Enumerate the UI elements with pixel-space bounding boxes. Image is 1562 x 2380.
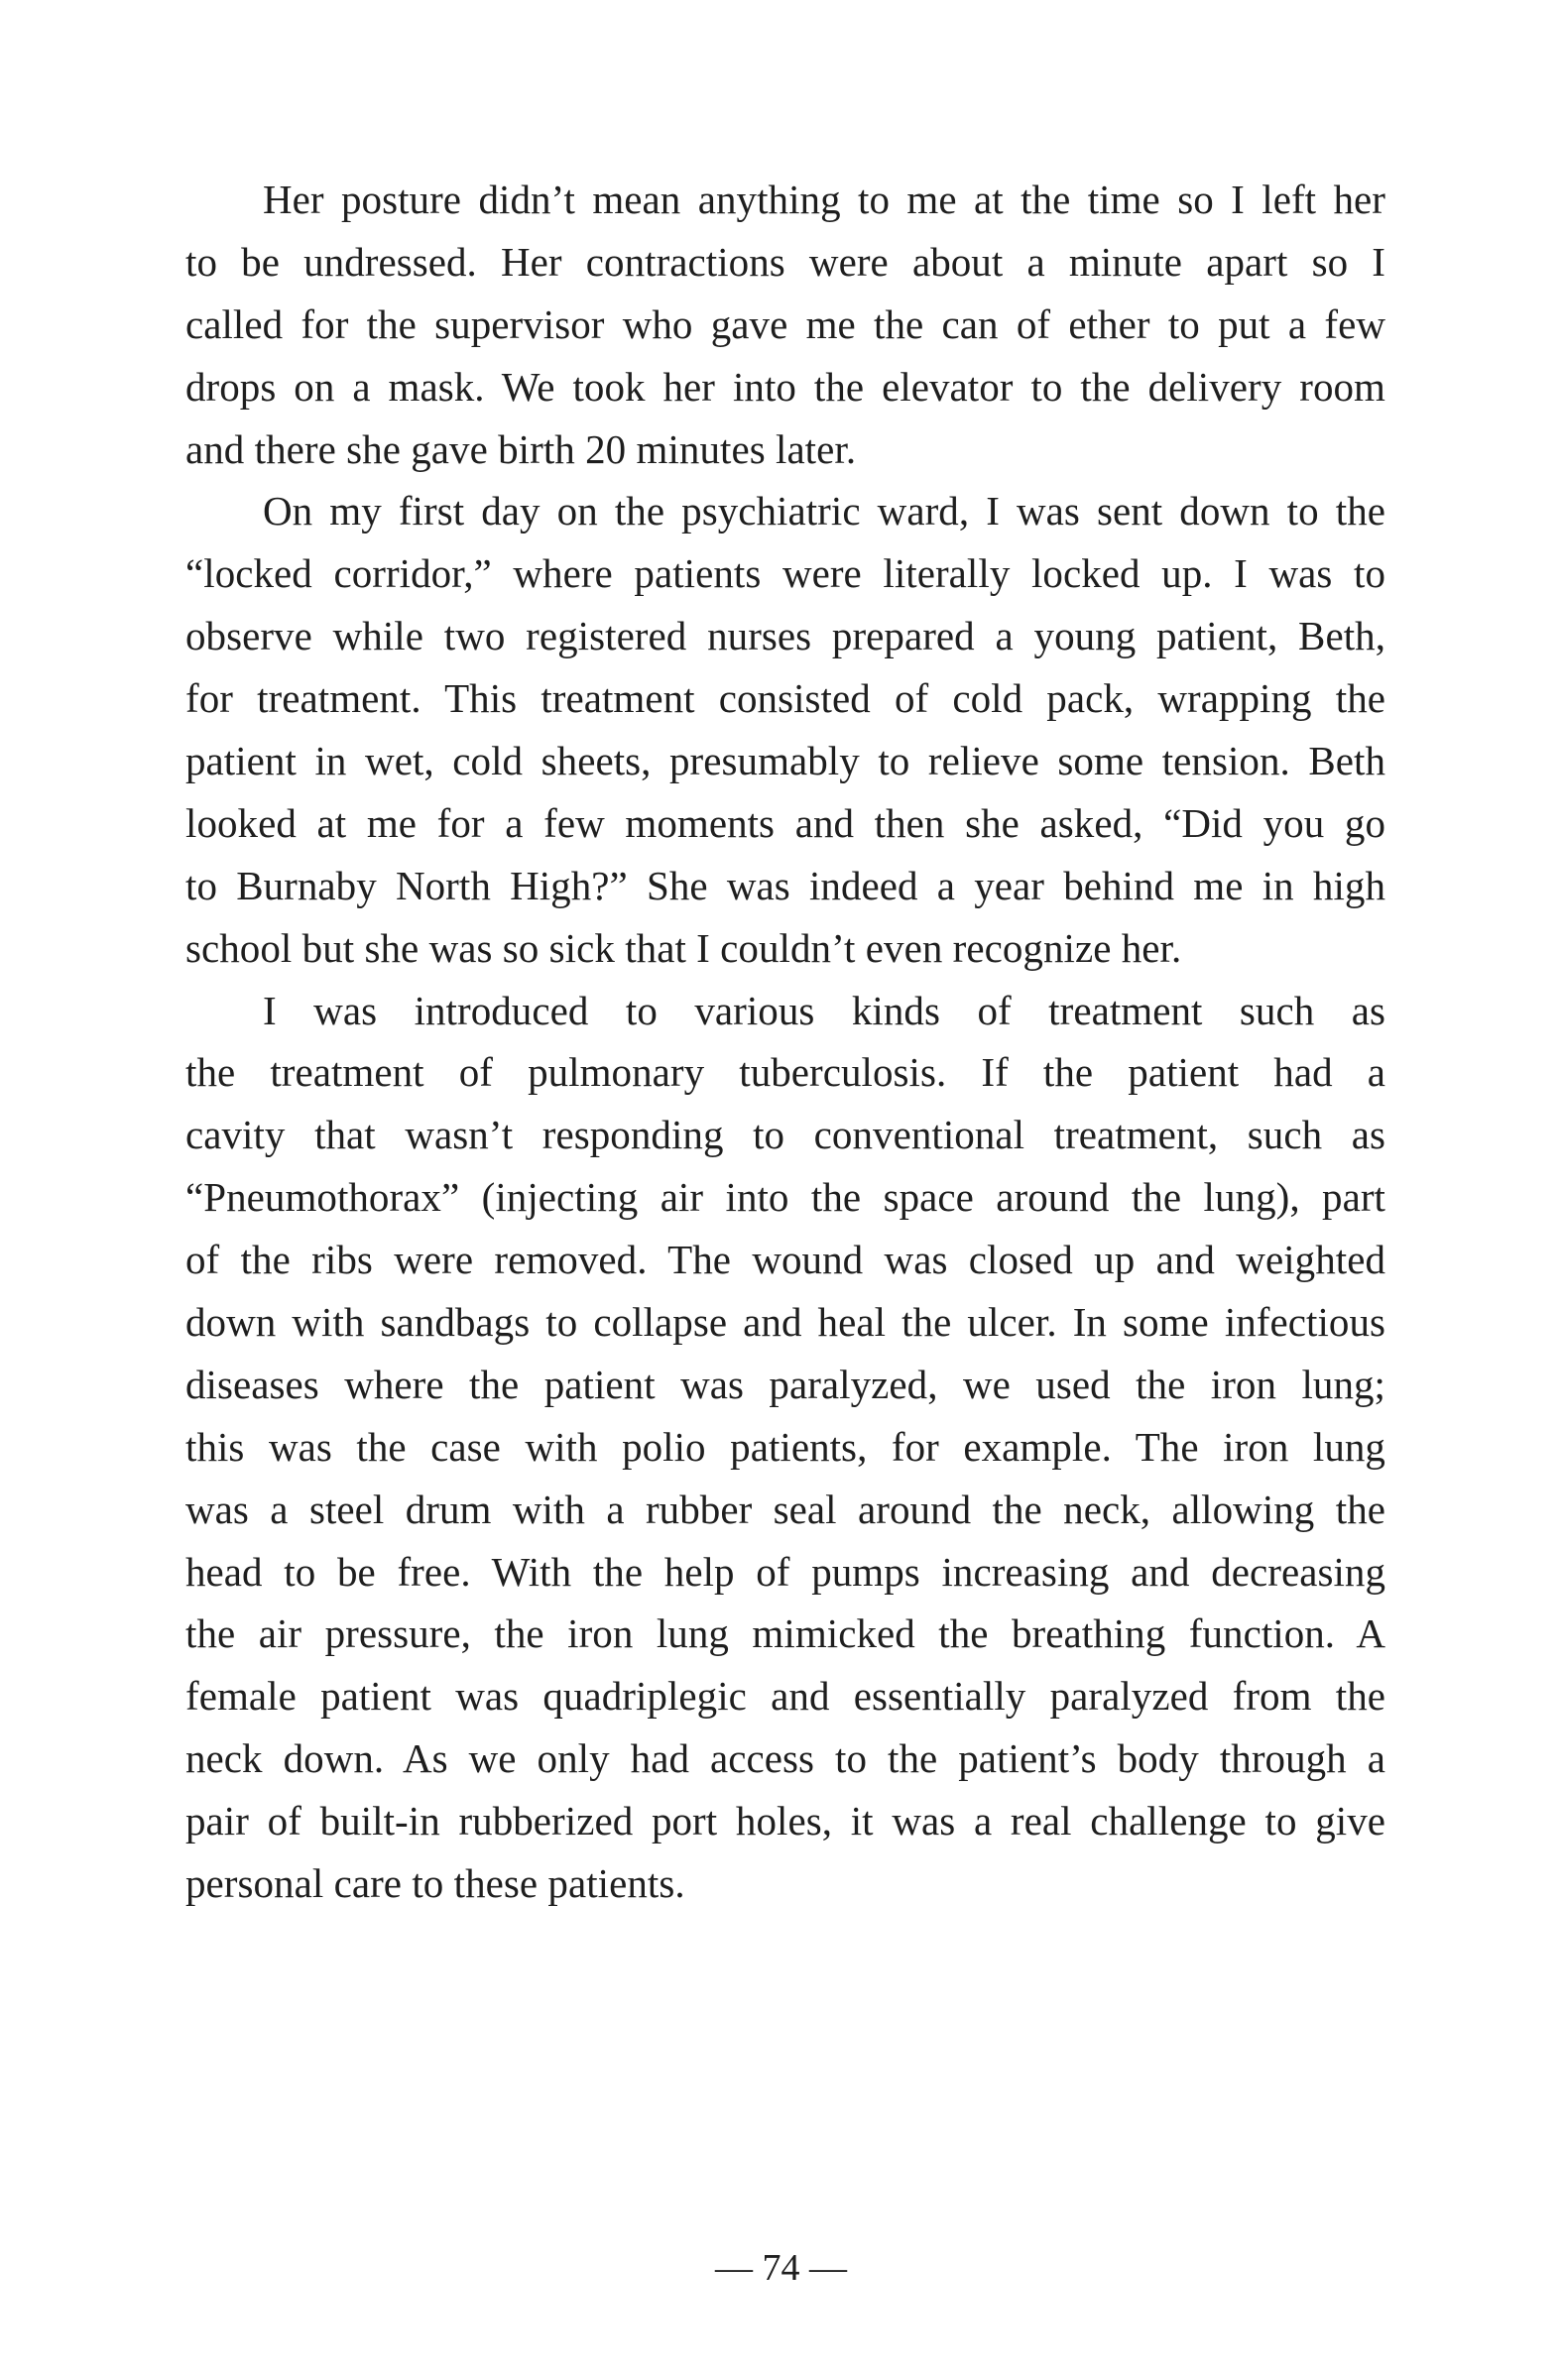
text-line: to Burnaby North High?” She was indeed a year behind me in high bbox=[185, 862, 1385, 908]
body-text bbox=[185, 169, 1385, 1915]
text-line: for treatment. This treatment consisted of cold pack, wrapping the bbox=[185, 675, 1385, 722]
text-line: drops on a mask. We took her into the elevator to the delivery room bbox=[185, 363, 1385, 410]
text-line: personal care to these patients. bbox=[185, 1860, 685, 1907]
text-line: observe while two registered nurses prepared a young patient, Beth, bbox=[185, 613, 1385, 659]
text-line: school but she was so sick that I couldn’t even recognize her. bbox=[185, 924, 1182, 971]
text-line: called for the supervisor who gave me the can of ether to put a few bbox=[185, 300, 1385, 347]
text-line: looked at me for a few moments and then she asked, “Did you go bbox=[185, 799, 1385, 846]
text-line: of the ribs were removed. The wound was closed up and weighted bbox=[185, 1237, 1385, 1283]
text-line: was a steel drum with a rubber seal around the neck, allowing the bbox=[185, 1486, 1385, 1532]
paragraph bbox=[185, 169, 1385, 480]
text-line: the air pressure, the iron lung mimicked the breathing function. A bbox=[185, 1610, 1385, 1657]
text-line: cavity that wasn’t responding to conventional treatment, such as bbox=[185, 1112, 1385, 1158]
text-line: the treatment of pulmonary tuberculosis. If the patient had a bbox=[185, 1049, 1385, 1096]
text-line: female patient was quadriplegic and essentially paralyzed from the bbox=[185, 1673, 1385, 1720]
text-line: to be undressed. Her contractions were about a minute apart so I bbox=[185, 238, 1385, 285]
text-line: this was the case with polio patients, for example. The iron lung bbox=[185, 1423, 1385, 1470]
text-line: down with sandbags to collapse and heal the ulcer. In some infectious bbox=[185, 1299, 1385, 1346]
text-line: neck down. As we only had access to the patient’s body through a bbox=[185, 1735, 1385, 1782]
text-line: On my first day on the psychiatric ward, I was sent down to the bbox=[263, 488, 1385, 535]
text-line: Her posture didn’t mean anything to me at the time so I left her bbox=[263, 177, 1385, 222]
paragraph bbox=[185, 980, 1385, 1915]
text-line: pair of built-in rubberized port holes, it was a real challenge to give bbox=[185, 1798, 1385, 1844]
text-line: patient in wet, cold sheets, presumably to relieve some tension. Beth bbox=[185, 738, 1385, 784]
text-line: head to be free. With the help of pumps increasing and decreasing bbox=[185, 1548, 1385, 1595]
text-line: diseases where the patient was paralyzed, we used the iron lung; bbox=[185, 1361, 1385, 1407]
text-line: I was introduced to various kinds of treatment such as bbox=[263, 987, 1385, 1033]
text-line: “Pneumothorax” (injecting air into the space around the lung), part bbox=[185, 1174, 1385, 1221]
text-line: “locked corridor,” where patients were literally locked up. I was to bbox=[185, 550, 1385, 597]
text-line: and there she gave birth 20 minutes later. bbox=[185, 425, 857, 472]
paragraph bbox=[185, 480, 1385, 979]
page-number: — 74 — bbox=[715, 2247, 847, 2289]
